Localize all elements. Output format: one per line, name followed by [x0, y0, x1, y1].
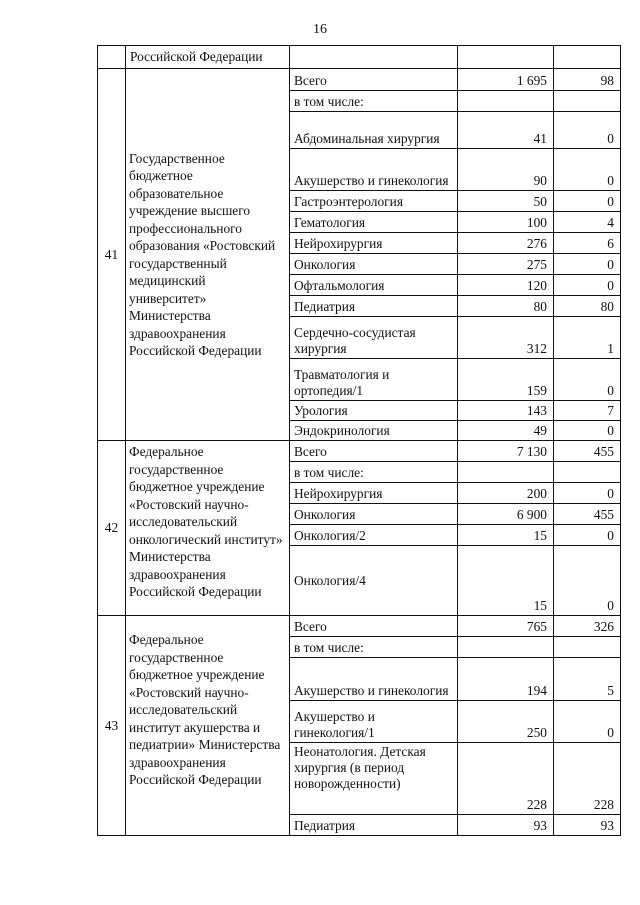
value-secondary: 0	[554, 191, 621, 212]
value-secondary: 0	[554, 525, 621, 546]
dept-name: Всего	[290, 441, 458, 462]
value-total: 80	[458, 296, 554, 317]
value-secondary	[554, 462, 621, 483]
org-continuation: Российской Федерации	[126, 46, 290, 69]
dept-name: Сердечно-сосудистая хирургия	[290, 317, 458, 359]
value-total: 250	[458, 701, 554, 743]
value-total: 275	[458, 254, 554, 275]
dept-name: в том числе:	[290, 637, 458, 658]
dept-name: Онкология	[290, 254, 458, 275]
value-total: 228	[458, 743, 554, 815]
value-total: 194	[458, 658, 554, 701]
dept-name: Онкология/2	[290, 525, 458, 546]
row-index: 42	[98, 441, 126, 616]
value-secondary: 0	[554, 421, 621, 441]
value-secondary: 0	[554, 254, 621, 275]
value-secondary	[554, 637, 621, 658]
value-total: 159	[458, 359, 554, 401]
value-secondary: 0	[554, 701, 621, 743]
value-secondary: 5	[554, 658, 621, 701]
dept-name: Гастроэнтерология	[290, 191, 458, 212]
value-secondary: 228	[554, 743, 621, 815]
value-secondary: 0	[554, 149, 621, 191]
dept-name: Нейрохирургия	[290, 483, 458, 504]
value-secondary: 0	[554, 483, 621, 504]
value-total: 49	[458, 421, 554, 441]
dept-name: в том числе:	[290, 91, 458, 112]
dept-name: в том числе:	[290, 462, 458, 483]
org-name: Федеральное государственное бюджетное учреждение «Ростовский научно-исследовательский институт акушерства и педиатрии» Министерства здравоохранения Российской Федерации	[126, 616, 290, 836]
value-total: 200	[458, 483, 554, 504]
dept-name: Педиатрия	[290, 296, 458, 317]
dept-name: Офтальмология	[290, 275, 458, 296]
dept-name: Нейрохирургия	[290, 233, 458, 254]
value-total	[458, 91, 554, 112]
dept-name: Травматология и ортопедия/1	[290, 359, 458, 401]
value-total: 90	[458, 149, 554, 191]
row-index: 43	[98, 616, 126, 836]
value-total: 312	[458, 317, 554, 359]
value-secondary: 7	[554, 401, 621, 421]
value-secondary: 0	[554, 546, 621, 616]
value-total: 50	[458, 191, 554, 212]
dept-name: Неонатология. Детская хирургия (в период новорожденности)	[290, 743, 458, 815]
value-total: 765	[458, 616, 554, 637]
value-secondary: 80	[554, 296, 621, 317]
value-total: 6 900	[458, 504, 554, 525]
dept-name: Акушерство и гинекология	[290, 149, 458, 191]
continuation-row	[98, 46, 621, 69]
value-secondary: 326	[554, 616, 621, 637]
value-total: 100	[458, 212, 554, 233]
value-total: 93	[458, 815, 554, 836]
dept-name: Эндокринология	[290, 421, 458, 441]
table-row	[98, 441, 621, 462]
value-secondary: 1	[554, 317, 621, 359]
value-secondary: 0	[554, 359, 621, 401]
dept-name: Всего	[290, 69, 458, 91]
dept-name: Онкология/4	[290, 546, 458, 616]
value-total	[458, 462, 554, 483]
value-secondary: 98	[554, 69, 621, 91]
hospital-table	[97, 45, 621, 836]
org-name: Федеральное государственное бюджетное учреждение «Ростовский научно-исследовательский онкологический институт» Министерства здравоохранения Российской Федерации	[126, 441, 290, 616]
value-secondary: 455	[554, 441, 621, 462]
org-name: Государственное бюджетное образовательное учреждение высшего профессионального образования «Ростовский государственный медицинский университет» Министерства здравоохранения Российской Федерации	[126, 69, 290, 441]
dept-name: Урология	[290, 401, 458, 421]
page-number: 16	[313, 22, 327, 37]
value-secondary: 455	[554, 504, 621, 525]
dept-name: Педиатрия	[290, 815, 458, 836]
value-secondary: 4	[554, 212, 621, 233]
value-total: 120	[458, 275, 554, 296]
dept-name: Акушерство и гинекология/1	[290, 701, 458, 743]
value-total	[458, 637, 554, 658]
value-total: 7 130	[458, 441, 554, 462]
dept-name: Онкология	[290, 504, 458, 525]
value-total: 41	[458, 112, 554, 149]
value-total: 15	[458, 546, 554, 616]
value-secondary: 0	[554, 275, 621, 296]
dept-name: Всего	[290, 616, 458, 637]
table-row	[98, 616, 621, 637]
value-total: 276	[458, 233, 554, 254]
dept-name: Гематология	[290, 212, 458, 233]
dept-name: Абдоминальная хирургия	[290, 112, 458, 149]
value-total: 1 695	[458, 69, 554, 91]
table-row	[98, 69, 621, 91]
row-index: 41	[98, 69, 126, 441]
value-total: 143	[458, 401, 554, 421]
dept-name: Акушерство и гинекология	[290, 658, 458, 701]
value-secondary: 93	[554, 815, 621, 836]
value-secondary: 6	[554, 233, 621, 254]
value-secondary: 0	[554, 112, 621, 149]
value-secondary	[554, 91, 621, 112]
value-total: 15	[458, 525, 554, 546]
